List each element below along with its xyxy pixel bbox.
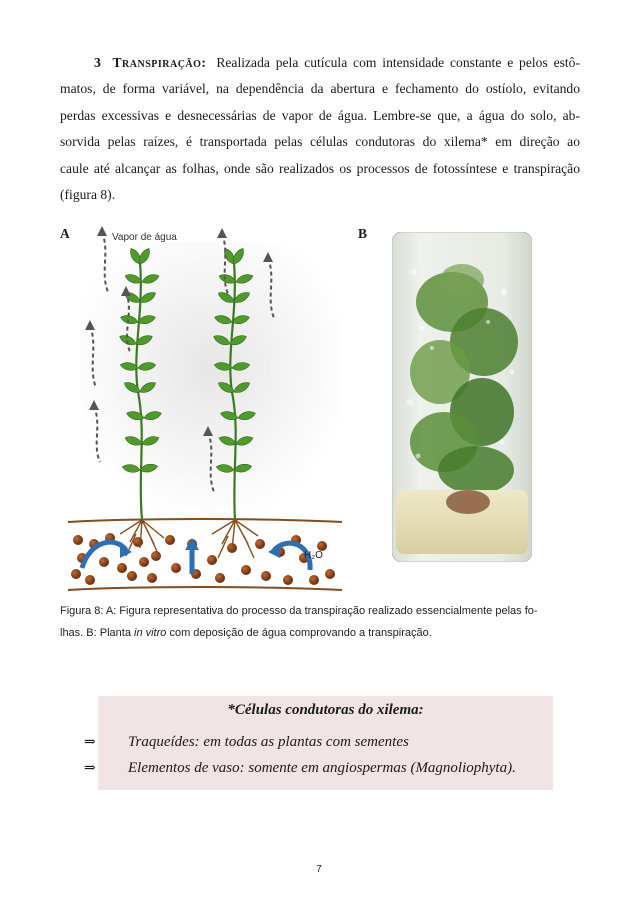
paragraph-line-6: (figura 8). <box>60 187 116 203</box>
caption-line-2: lhas. B: Planta in vitro com deposição de água comprovando a transpiração. <box>60 627 432 639</box>
note-item-2: ⇒ Elementos de vaso: somente em angiospermas (Magnoliophyta). <box>84 760 516 776</box>
soil-layer <box>68 519 342 590</box>
paragraph-line-2: matos, de forma variável, na dependência da abertura e fechamento do ostíolo, evitando <box>60 81 580 97</box>
caption-line-1: Figura 8: A: Figura representativa do processo da transpiração realizado essencialmente pelas fo- <box>60 605 538 617</box>
page-number: 7 <box>316 864 322 875</box>
paragraph-line-3: perdas excessivas e desnecessárias de vapor de água. Lembre-se que, a água do solo, ab- <box>60 107 580 123</box>
paragraph-line-4: sorvida pelas raízes, é transportada pelas células condutoras do xilema* em direção ao <box>60 134 580 150</box>
section-number: 3 <box>94 55 101 70</box>
panel-b-label: B <box>358 226 368 241</box>
section-heading: Transpiração: <box>112 55 207 70</box>
transpiration-paragraph <box>60 50 580 208</box>
plant-base <box>446 490 490 514</box>
bullet-arrow-icon: ⇒ <box>84 735 96 750</box>
h2o-label: H₂O <box>304 550 323 561</box>
paragraph-line-1: 3 Transpiração: Realizada pela cutícula com intensidade constante e pelos estô- <box>94 55 581 70</box>
paragraph-line-5: caule até alcançar as folhas, onde são realizados os processos de fotossíntese e transpiração <box>60 160 580 176</box>
caption-italic: in vitro <box>134 627 167 639</box>
note-box-title: *Células condutoras do xilema: <box>227 702 424 718</box>
xylem-note-box <box>84 696 553 790</box>
note-item-1: ⇒ Traqueídes: em todas as plantas com sementes <box>84 734 409 750</box>
vapor-label: Vapor de água <box>112 232 177 243</box>
panel-a-label: A <box>60 226 70 241</box>
roots <box>120 520 258 558</box>
bullet-arrow-icon: ⇒ <box>84 761 96 776</box>
in-vitro-plant-photo <box>392 232 532 562</box>
transpiration-diagram <box>60 222 350 594</box>
figure-caption <box>60 600 586 644</box>
